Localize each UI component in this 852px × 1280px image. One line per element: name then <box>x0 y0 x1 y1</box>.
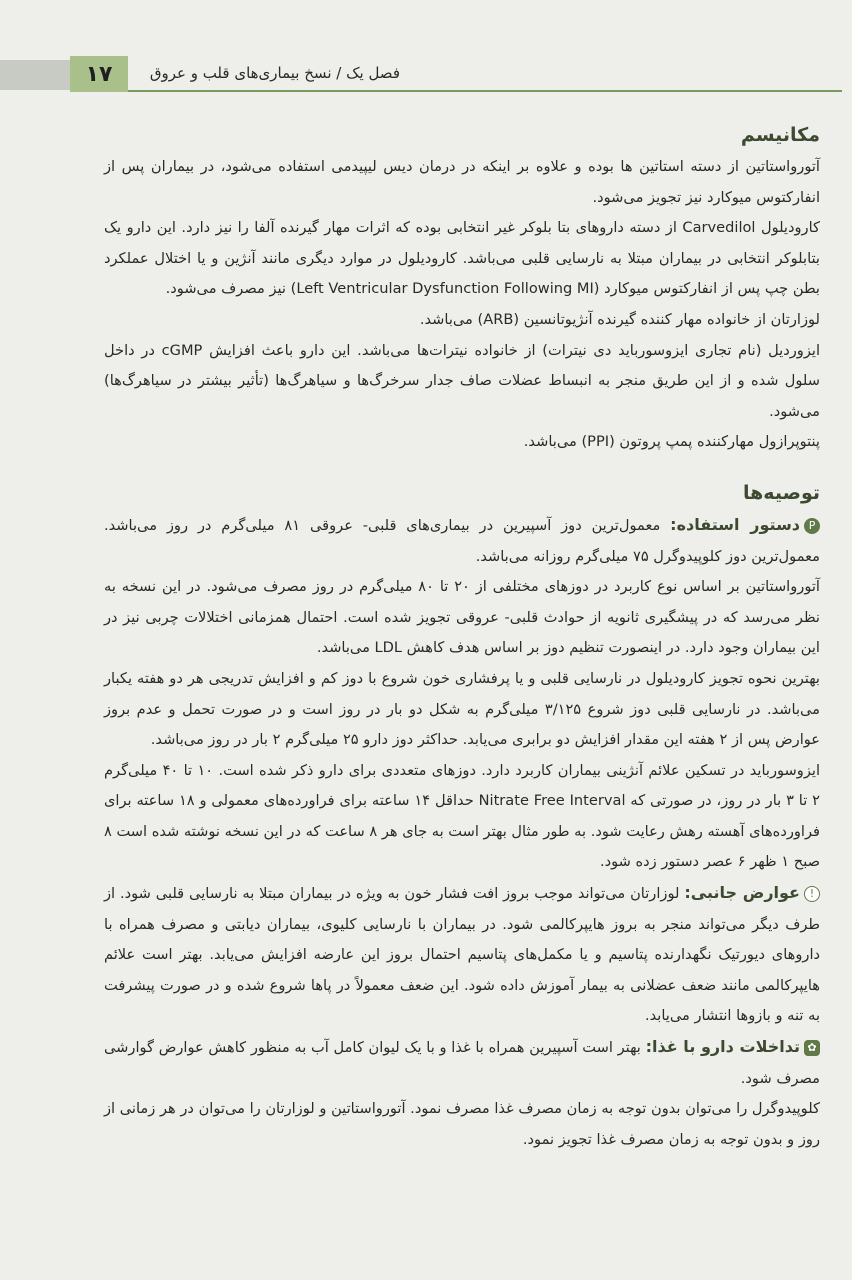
food-interactions-paragraph <box>104 1032 820 1094</box>
food-interactions-text: بهتر است آسپیرین همراه با غذا و با یک لیوان کامل آب به منظور کاهش عوارض گوارشی مصرف شود. <box>104 1039 820 1087</box>
chapter-title: فصل یک / نسخ بیماری‌های قلب و عروق <box>149 64 400 82</box>
pill-icon: P <box>804 518 820 534</box>
mechanism-paragraph: پنتوپرازول مهارکننده پمپ پروتون (PPI) می‌باشد. <box>523 433 820 451</box>
side-effects-paragraph <box>104 878 820 1032</box>
header-rule <box>128 90 842 92</box>
dosage-paragraph: ایزوسوربايد در تسکین علائم آنژینی بیماران کاربرد دارد. دوزهای متعددی برای دارو ذکر شده است. ۱۰ تا ۴۰ میلی‌گرم ۲ تا ۳ بار در روز، در صورتی که Nitrate Free Interval حداقل ۱۴ ساعته برای فراورده‌های معمولی و ۱۸ ساعته برای فراورده‌های آهسته رهش رعایت شود. به طور مثال بهتر است به جای هر ۸ ساعت که در این نسخه نوشته شده است ۸ صبح ۱ ظهر ۶ عصر دستور زده شود. <box>103 761 821 871</box>
header-strip <box>0 60 70 90</box>
dosage-text: معمول‌ترین دوز آسپیرین در بیماری‌های قلبی- عروقی ۸۱ میلی‌گرم در روز می‌باشد. معمول‌ترین دوز کلوپیدوگرل ۷۵ میلی‌گرم روزانه می‌باشد. <box>104 516 820 565</box>
warning-ring-icon: ! <box>804 886 820 902</box>
mechanism-paragraph: ایزوردیل (نام تجاری ایزوسوربايد دی نیترات) از خانواده نیترات‌ها می‌باشد. این دارو باعث افزایش cGMP در داخل سلول شده و از این طریق منجر به انبساط عضلات صاف جدار سرخرگ‌ها و سیاهرگ‌ها (تأثیر بیشتر در سیاهرگ‌ها) می‌شود. <box>104 341 820 420</box>
recommendations-heading: توصیه‌ها <box>743 481 820 504</box>
dosage-paragraph <box>104 510 820 572</box>
page-content <box>104 118 820 1155</box>
page-number: ۱۷ <box>70 56 128 92</box>
mechanism-heading: مکانیسم <box>740 124 820 146</box>
food-interactions-paragraph: کلوپیدوگرل را می‌توان بدون توجه به زمان مصرف غذا مصرف نمود. آتورواستاتین و لوزارتان را می‌توان در هر زمانی از روز و بدون توجه به زمان مصرف غذا تجویز نمود. <box>104 1100 820 1148</box>
side-effects-label: عوارض جانبی: <box>684 883 800 903</box>
section-gap <box>104 458 820 476</box>
mechanism-paragraph: کارودیلول Carvedilol از دسته داروهای بتا بلوکر غیر انتخابی بوده که اثرات مهار گیرنده آلفا را نیز دارد. این دارو یک بتابلوکر انتخابی در بیماران مبتلا به نارسایی قلبی می‌باشد. کارودیلول در موارد دیگری مانند آنژین و یا اختلال عملکرد بطن چپ پس از انفارکتوس میوکارد (Left Ventricular Dysfunction Following MI) نیز مصرف می‌شود. <box>104 219 820 298</box>
food-interactions-label: تداخلات دارو با غذا: <box>645 1037 800 1057</box>
mechanism-paragraph: لوزارتان از خانواده مهار کننده گیرنده آنژیوتانسین (ARB) می‌باشد. <box>419 310 820 328</box>
page-header <box>0 56 852 94</box>
food-leaf-icon: ✿ <box>804 1040 820 1056</box>
dosage-paragraph: بهترین نحوه تجویز کارودیلول در نارسایی قلبی و یا پرفشاری خون شروع با دوز کم و افزایش تدریجی هر دو هفته یکبار می‌باشد. در نارسایی قلبی دوز شروع ۳/۱۲۵ میلی‌گرم به شکل دو بار در روز است و در صورت تحمل و عدم بروز عوارض پس از ۲ هفته این مقدار افزایش دو برابری می‌یابد. حداکثر دوز دارو ۲۵ میلی‌گرم ۲ بار در روز می‌باشد. <box>104 669 820 749</box>
mechanism-paragraph: آتورواستاتین از دسته استاتین ها بوده و علاوه بر اینکه در درمان دیس لیپیدمی استفاده می‌شود، در بیماران پس از انفارکتوس میوکارد نیز تجویز می‌شود. <box>104 158 820 206</box>
dosage-label: دستور استفاده: <box>670 514 801 534</box>
dosage-paragraph: آتورواستاتین بر اساس نوع کاربرد در دوزهای مختلفی از ۲۰ تا ۸۰ میلی‌گرم در روز مصرف می‌شود. در این نسخه به نظر می‌رسد که در پیشگیری ثانویه از حوادث قلبی- عروقی تجویز شده است. احتمال همزمانی اختلالات چربی نیز در این بیماران وجود دارد. در اینصورت تنظیم دوز بر اساس هدف کاهش LDL می‌باشد. <box>104 578 820 657</box>
side-effects-text: لوزارتان می‌تواند موجب بروز افت فشار خون به ویژه در بیماران مبتلا به نارسایی قلبی شود. از طرف دیگر می‌تواند منجر به بروز هایپرکالمی شود. در بیماران با نارسایی کلیوی، بیماران دیابتی و مصرف همراه با داروهای دیورتیک نگهدارنده پتاسیم و یا مکمل‌های پتاسیم احتمال بروز این عارضه افزایش می‌یابد. بهتر است علائم هایپرکالمی مانند ضعف عضلانی به بیمار آموزش داده شود. این ضعف معمولاً در پاها شروع شده و در صورت پیشرفت به تنه و بازوها انتشار می‌یابد. <box>104 885 820 1025</box>
